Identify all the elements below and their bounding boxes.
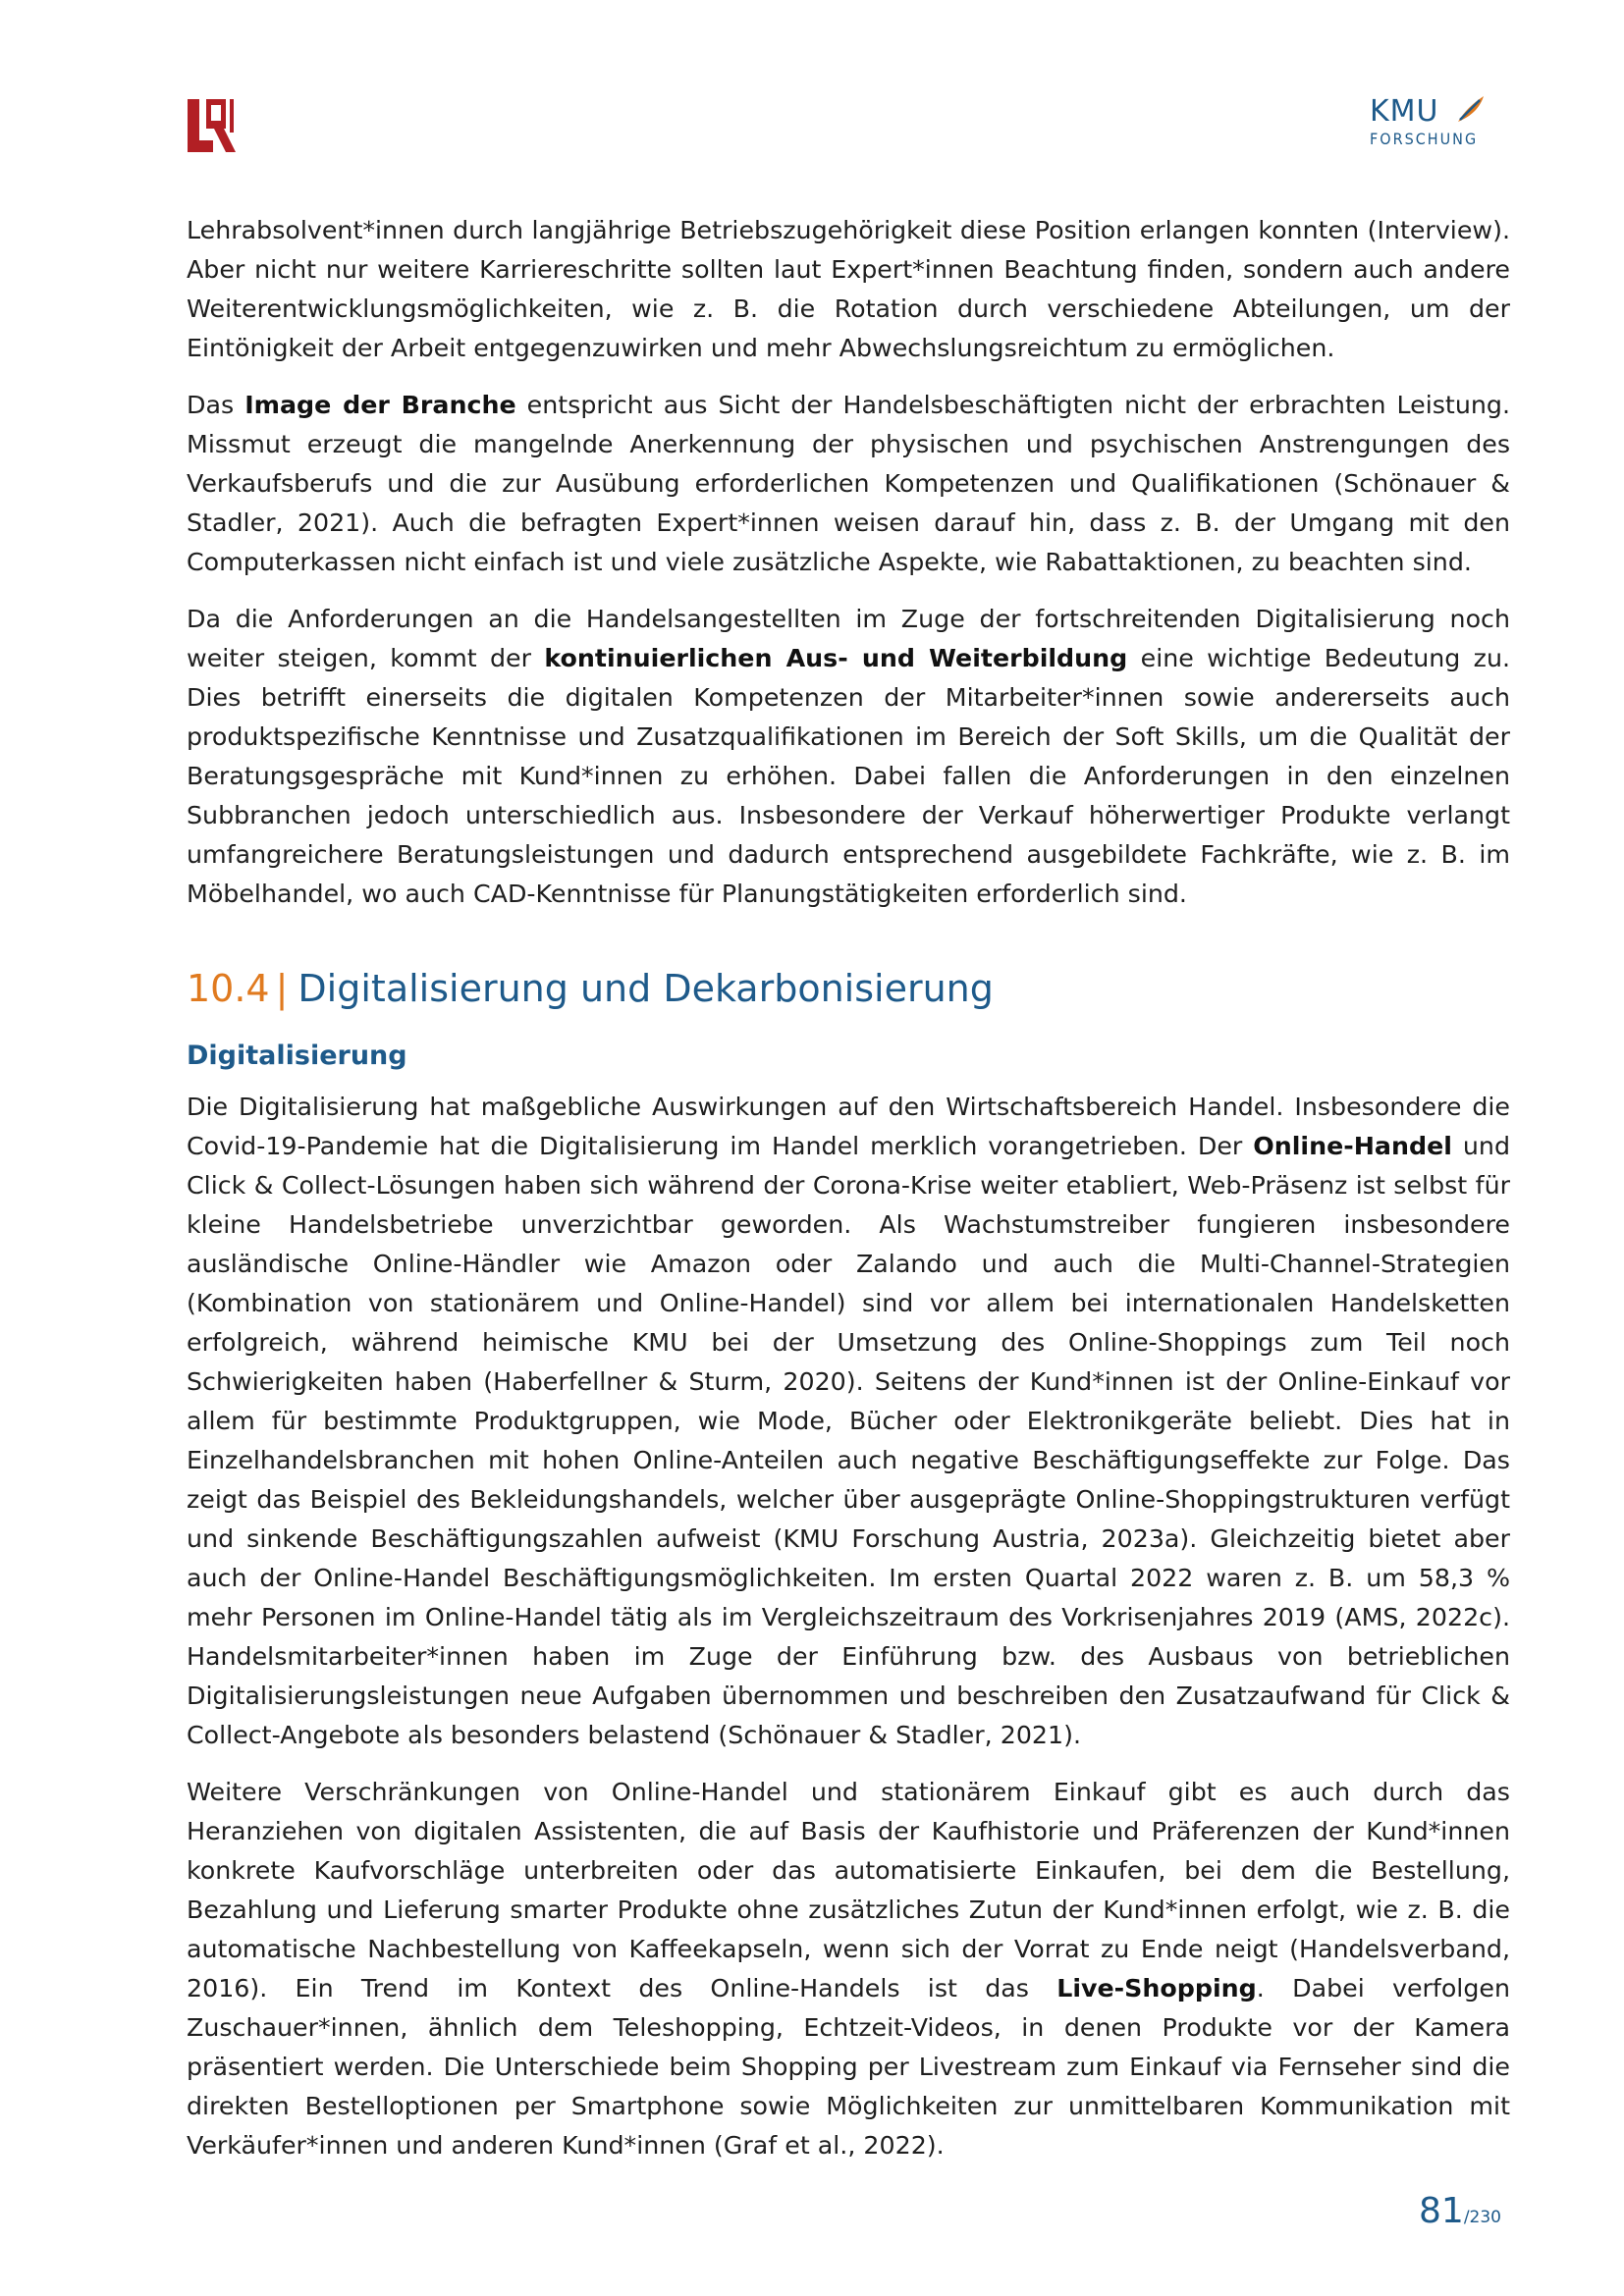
page-number-current: 81 xyxy=(1419,2191,1464,2231)
paragraph: Lehrabsolvent*innen durch langjährige Betriebszugehörigkeit diese Position erlangen konnten (Interview). Aber nicht nur weitere Karriereschritte sollten laut Expert*innen Beachtung finden, sondern auch andere Weiterentwicklungsmöglichkeiten, wie z. B. die Rotation durch verschiedene Abteilungen, um der Eintönigkeit der Arbeit entgegenzuwirken und mehr Abwechslungsreichtum zu ermöglichen. xyxy=(187,216,1510,362)
section-heading xyxy=(187,967,994,1010)
emphasized-term: Image der Branche xyxy=(244,391,516,419)
page-number-total: /230 xyxy=(1463,2208,1501,2227)
leaf-icon xyxy=(1454,92,1488,126)
body-text-top xyxy=(187,211,1510,914)
page-number xyxy=(1419,2191,1501,2231)
paragraph: Da die Anforderungen an die Handelsangestellten im Zuge der fortschreitenden Digitalisierung noch weiter steigen, kommt der kontinuierlichen Aus- und Weiterbildung eine wichtige Bedeutung zu. Dies betrifft einerseits die digitalen Kompetenzen der Mitarbeiter*innen sowie andererseits auch produktspezifische Kenntnisse und Zusatzqualifikationen im Bereich der Soft Skills, um die Qualität der Beratungsgespräche mit Kund*innen zu erhöhen. Dabei fallen die Anforderungen in den einzelnen Subbranchen jedoch unterschiedlich aus. Insbesondere der Verkauf höherwertiger Produkte verlangt umfangreichere Beratungsleistungen und dadurch entsprechend ausgebildete Fachkräfte, wie z. B. im Möbelhandel, wo auch CAD-Kenntnisse für Planungstätigkeiten erforderlich sind. xyxy=(187,605,1511,908)
section-separator: | xyxy=(275,967,289,1010)
lr-logo xyxy=(185,96,241,156)
paragraph: Das Image der Branche entspricht aus Sicht der Handelsbeschäftigten nicht der erbrachten Leistung. Missmut erzeugt die mangelnde Anerkennung der physischen und psychischen Anstrengungen des Verkaufsberufs und die zur Ausübung erforderlichen Kompetenzen und Qualifikationen (Schönauer & Stadler, 2021). Auch die befragten Expert*innen weisen darauf hin, dass z. B. der Umgang mit den Computerkassen nicht einfach ist und viele zusätzliche Aspekte, wie Rabattaktionen, zu beachten sind. xyxy=(187,391,1511,576)
emphasized-term: kontinuierlichen Aus- und Weiterbildung xyxy=(544,644,1128,672)
emphasized-term: Online-Handel xyxy=(1253,1132,1452,1160)
paragraph: Die Digitalisierung hat maßgebliche Auswirkungen auf den Wirtschaftsbereich Handel. Insbesondere die Covid-19-Pandemie hat die Digitalisierung im Handel merklich vorangetrieben. Der Online-Handel und Click & Collect-Lösungen haben sich während der Corona-Krise weiter etabliert, Web-Präsenz ist selbst für kleine Handelsbetriebe unverzichtbar geworden. Als Wachstumstreiber fungieren insbesondere ausländische Online-Händler wie Amazon oder Zalando und auch die Multi-Channel-Strategien (Kombination von stationärem und Online-Handel) sind vor allem bei internationalen Handelsketten erfolgreich, während heimische KMU bei der Umsetzung des Online-Shoppings zum Teil noch Schwierigkeiten haben (Haberfellner & Sturm, 2020). Seitens der Kund*innen ist der Online-Einkauf vor allem für bestimmte Produktgruppen, wie Mode, Bücher oder Elektronikgeräte beliebt. Dies hat in Einzelhandelsbranchen mit hohen Online-Anteilen auch negative Beschäftigungseffekte zur Folge. Das zeigt das Beispiel des Bekleidungshandels, welcher über ausgeprägte Online-Shoppingstrukturen verfügt und sinkende Beschäftigungszahlen aufweist (KMU Forschung Austria, 2023a). Gleichzeitig bietet aber auch der Online-Handel Beschäftigungsmöglichkeiten. Im ersten Quartal 2022 waren z. B. um 58,3 % mehr Personen im Online-Handel tätig als im Vergleichszeitraum des Vorkrisenjahres 2019 (AMS, 2022c). Handelsmitarbeiter*innen haben im Zuge der Einführung bzw. des Ausbaus von betrieblichen Digitalisierungsleistungen neue Aufgaben übernommen und beschreiben den Zusatzaufwand für Click & Collect-Angebote als besonders belastend (Schönauer & Stadler, 2021). xyxy=(187,1093,1510,1749)
section-title: Digitalisierung und Dekarbonisierung xyxy=(298,967,994,1010)
paragraph: Weitere Verschränkungen von Online-Handel und stationärem Einkauf gibt es auch durch das Heranziehen von digitalen Assistenten, die auf Basis der Kaufhistorie und Präferenzen der Kund*innen konkrete Kaufvorschläge unterbreiten oder das automatisierte Einkaufen, bei dem die Bestellung, Bezahlung und Lieferung smarter Produkte ohne zusätzliches Zutun der Kund*innen erfolgt, wie z. B. die automatische Nachbestellung von Kaffeekapseln, wenn sich der Vorrat zu Ende neigt (Handelsverband, 2016). Ein Trend im Kontext des Online-Handels ist das Live-Shopping. Dabei verfolgen Zuschauer*innen, ähnlich dem Teleshopping, Echtzeit-Videos, in denen Produkte vor der Kamera präsentiert werden. Die Unterschiede beim Shopping per Livestream zum Einkauf via Fernseher sind die direkten Bestelloptionen per Smartphone sowie Möglichkeiten zur unmittelbaren Kommunikation mit Verkäufer*innen und anderen Kund*innen (Graf et al., 2022). xyxy=(187,1778,1510,2160)
body-text-bottom xyxy=(187,1088,1510,2165)
kmu-forschung-logo xyxy=(1370,90,1488,155)
section-number: 10.4 xyxy=(187,967,270,1010)
kmu-logo-main-text: KMU xyxy=(1370,94,1439,129)
subsection-heading: Digitalisierung xyxy=(187,1041,407,1071)
kmu-logo-sub-text: FORSCHUNG xyxy=(1370,130,1479,148)
emphasized-term: Live-Shopping xyxy=(1056,1974,1257,2002)
